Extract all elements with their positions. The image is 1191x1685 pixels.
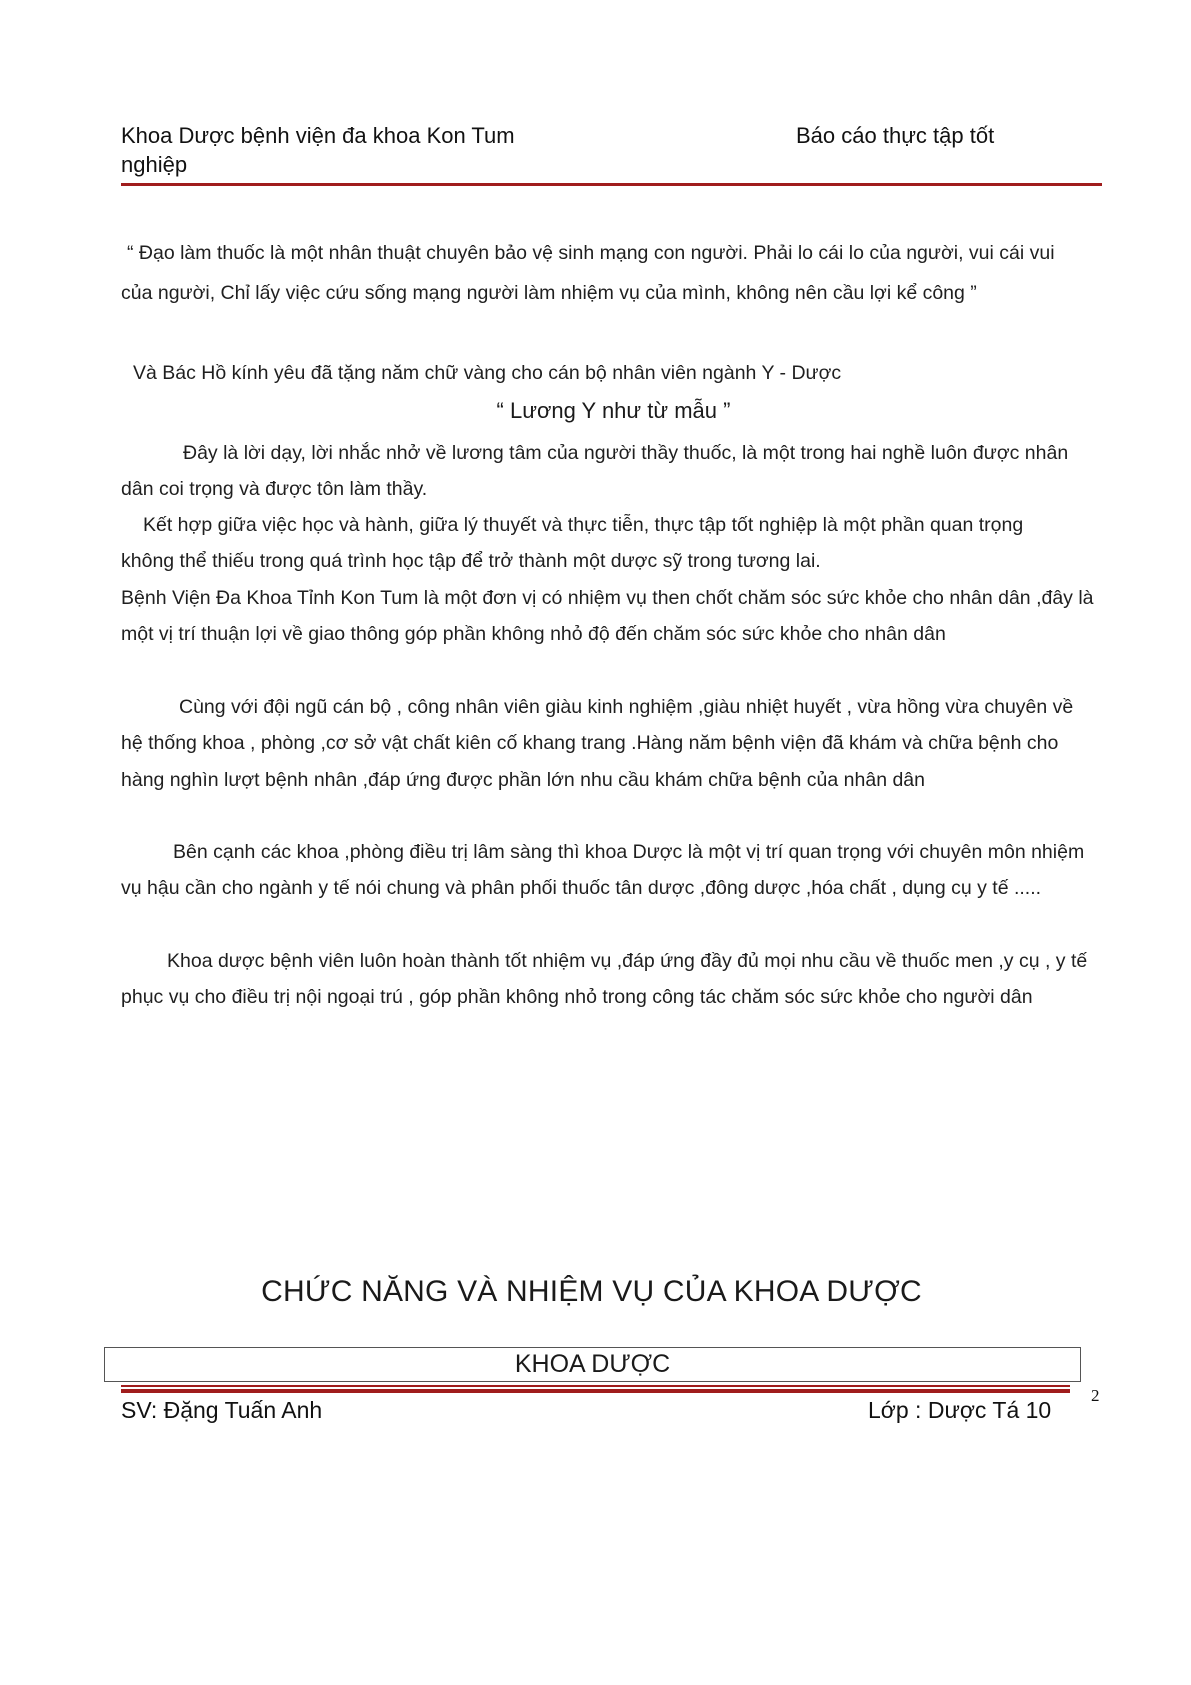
footer-class: Lớp : Dược Tá 10 — [868, 1397, 1052, 1423]
quote-paragraph — [121, 233, 1081, 313]
paragraph-6-text: Khoa dược bệnh viên luôn hoàn thành tốt nhiệm vụ ,đáp ứng đầy đủ mọi nhu cầu về thuốc men ,y cụ , y tế phục vụ cho điều trị nội ngoại trú , góp phần không nhỏ trong công tác chăm sóc sức khỏe cho người dân — [121, 950, 1088, 1009]
paragraph-5 — [121, 834, 1103, 907]
paragraph-1 — [121, 435, 1099, 508]
paragraph-3-text: Bệnh Viện Đa Khoa Tỉnh Kon Tum là một đơn vị có nhiệm vụ then chốt chăm sóc sức khỏe cho nhân dân ,đây là một vị trí thuận lợi về giao thông góp phần không nhỏ độ đến chăm sóc sức khỏe cho nhân dân — [121, 587, 1094, 646]
header-right-text: Báo cáo thực tập tốt — [796, 123, 995, 148]
paragraph-5-text: Bên cạnh các khoa ,phòng điều trị lâm sàng thì khoa Dược là một vị trí quan trọng với chuyên môn nhiệm vụ hậu cần cho ngành y tế nói chung và phân phối thuốc tân dược ,đông dược ,hóa chất , dụng cụ y tế ..... — [121, 841, 1085, 900]
footer-rule-top — [121, 1385, 1070, 1387]
header-rule — [121, 183, 1102, 186]
paragraph-2-text: Kết hợp giữa việc học và hành, giữa lý thuyết và thực tiễn, thực tập tốt nghiệp là một phần quan trọng không thể thiếu trong quá trình học tập để trở thành một dược sỹ trong tương lai. — [121, 514, 1024, 573]
paragraph-4 — [121, 689, 1099, 798]
intro-line — [121, 360, 1101, 386]
motto-line — [121, 397, 1106, 425]
header-right — [796, 121, 994, 150]
paragraph-4-text: Cùng với đội ngũ cán bộ , công nhân viên giàu kinh nghiệm ,giàu nhiệt huyết , vừa hồng vừa chuyên về hệ thống khoa , phòng ,cơ sở vật chất kiên cố khang trang .Hàng năm bệnh viện đã khám và chữa bệnh cho hàng nghìn lượt bệnh nhân ,đáp ứng được phần lớn nhu cầu khám chữa bệnh của nhân dân — [121, 696, 1074, 791]
intro-text: Và Bác Hồ kính yêu đã tặng năm chữ vàng cho cán bộ nhân viên ngành Y - Dược — [133, 362, 842, 384]
khoa-duoc-box-label: KHOA DƯỢC — [514, 1350, 671, 1378]
header-left — [121, 121, 515, 150]
footer-student: SV: Đặng Tuấn Anh — [121, 1397, 323, 1423]
header-line2: nghiệp — [121, 152, 188, 177]
khoa-duoc-box — [104, 1347, 1081, 1382]
section-title: CHỨC NĂNG VÀ NHIỆM VỤ CỦA KHOA DƯỢC — [261, 1275, 922, 1308]
paragraph-1-text: Đây là lời dạy, lời nhắc nhở về lương tâm của người thầy thuốc, là một trong hai nghề luôn được nhân dân coi trọng và được tôn làm thầy. — [121, 442, 1069, 501]
paragraph-3 — [121, 580, 1099, 653]
paragraph-2 — [121, 507, 1073, 580]
page-number: 2 — [1091, 1386, 1100, 1405]
footer-rule-bottom — [121, 1389, 1070, 1393]
quote-text: “ Đạo làm thuốc là một nhân thuật chuyên bảo vệ sinh mạng con người. Phải lo cái lo của người, vui cái vui của người, Chỉ lấy việc cứu sống mạng người làm nhiệm vụ của mình, không nên cầu lợi kể công ” — [121, 242, 1055, 304]
motto-text: “ Lương Y như từ mẫu ” — [496, 398, 731, 423]
header-left-text: Khoa Dược bệnh viện đa khoa Kon Tum — [121, 123, 515, 148]
paragraph-6 — [121, 943, 1099, 1016]
